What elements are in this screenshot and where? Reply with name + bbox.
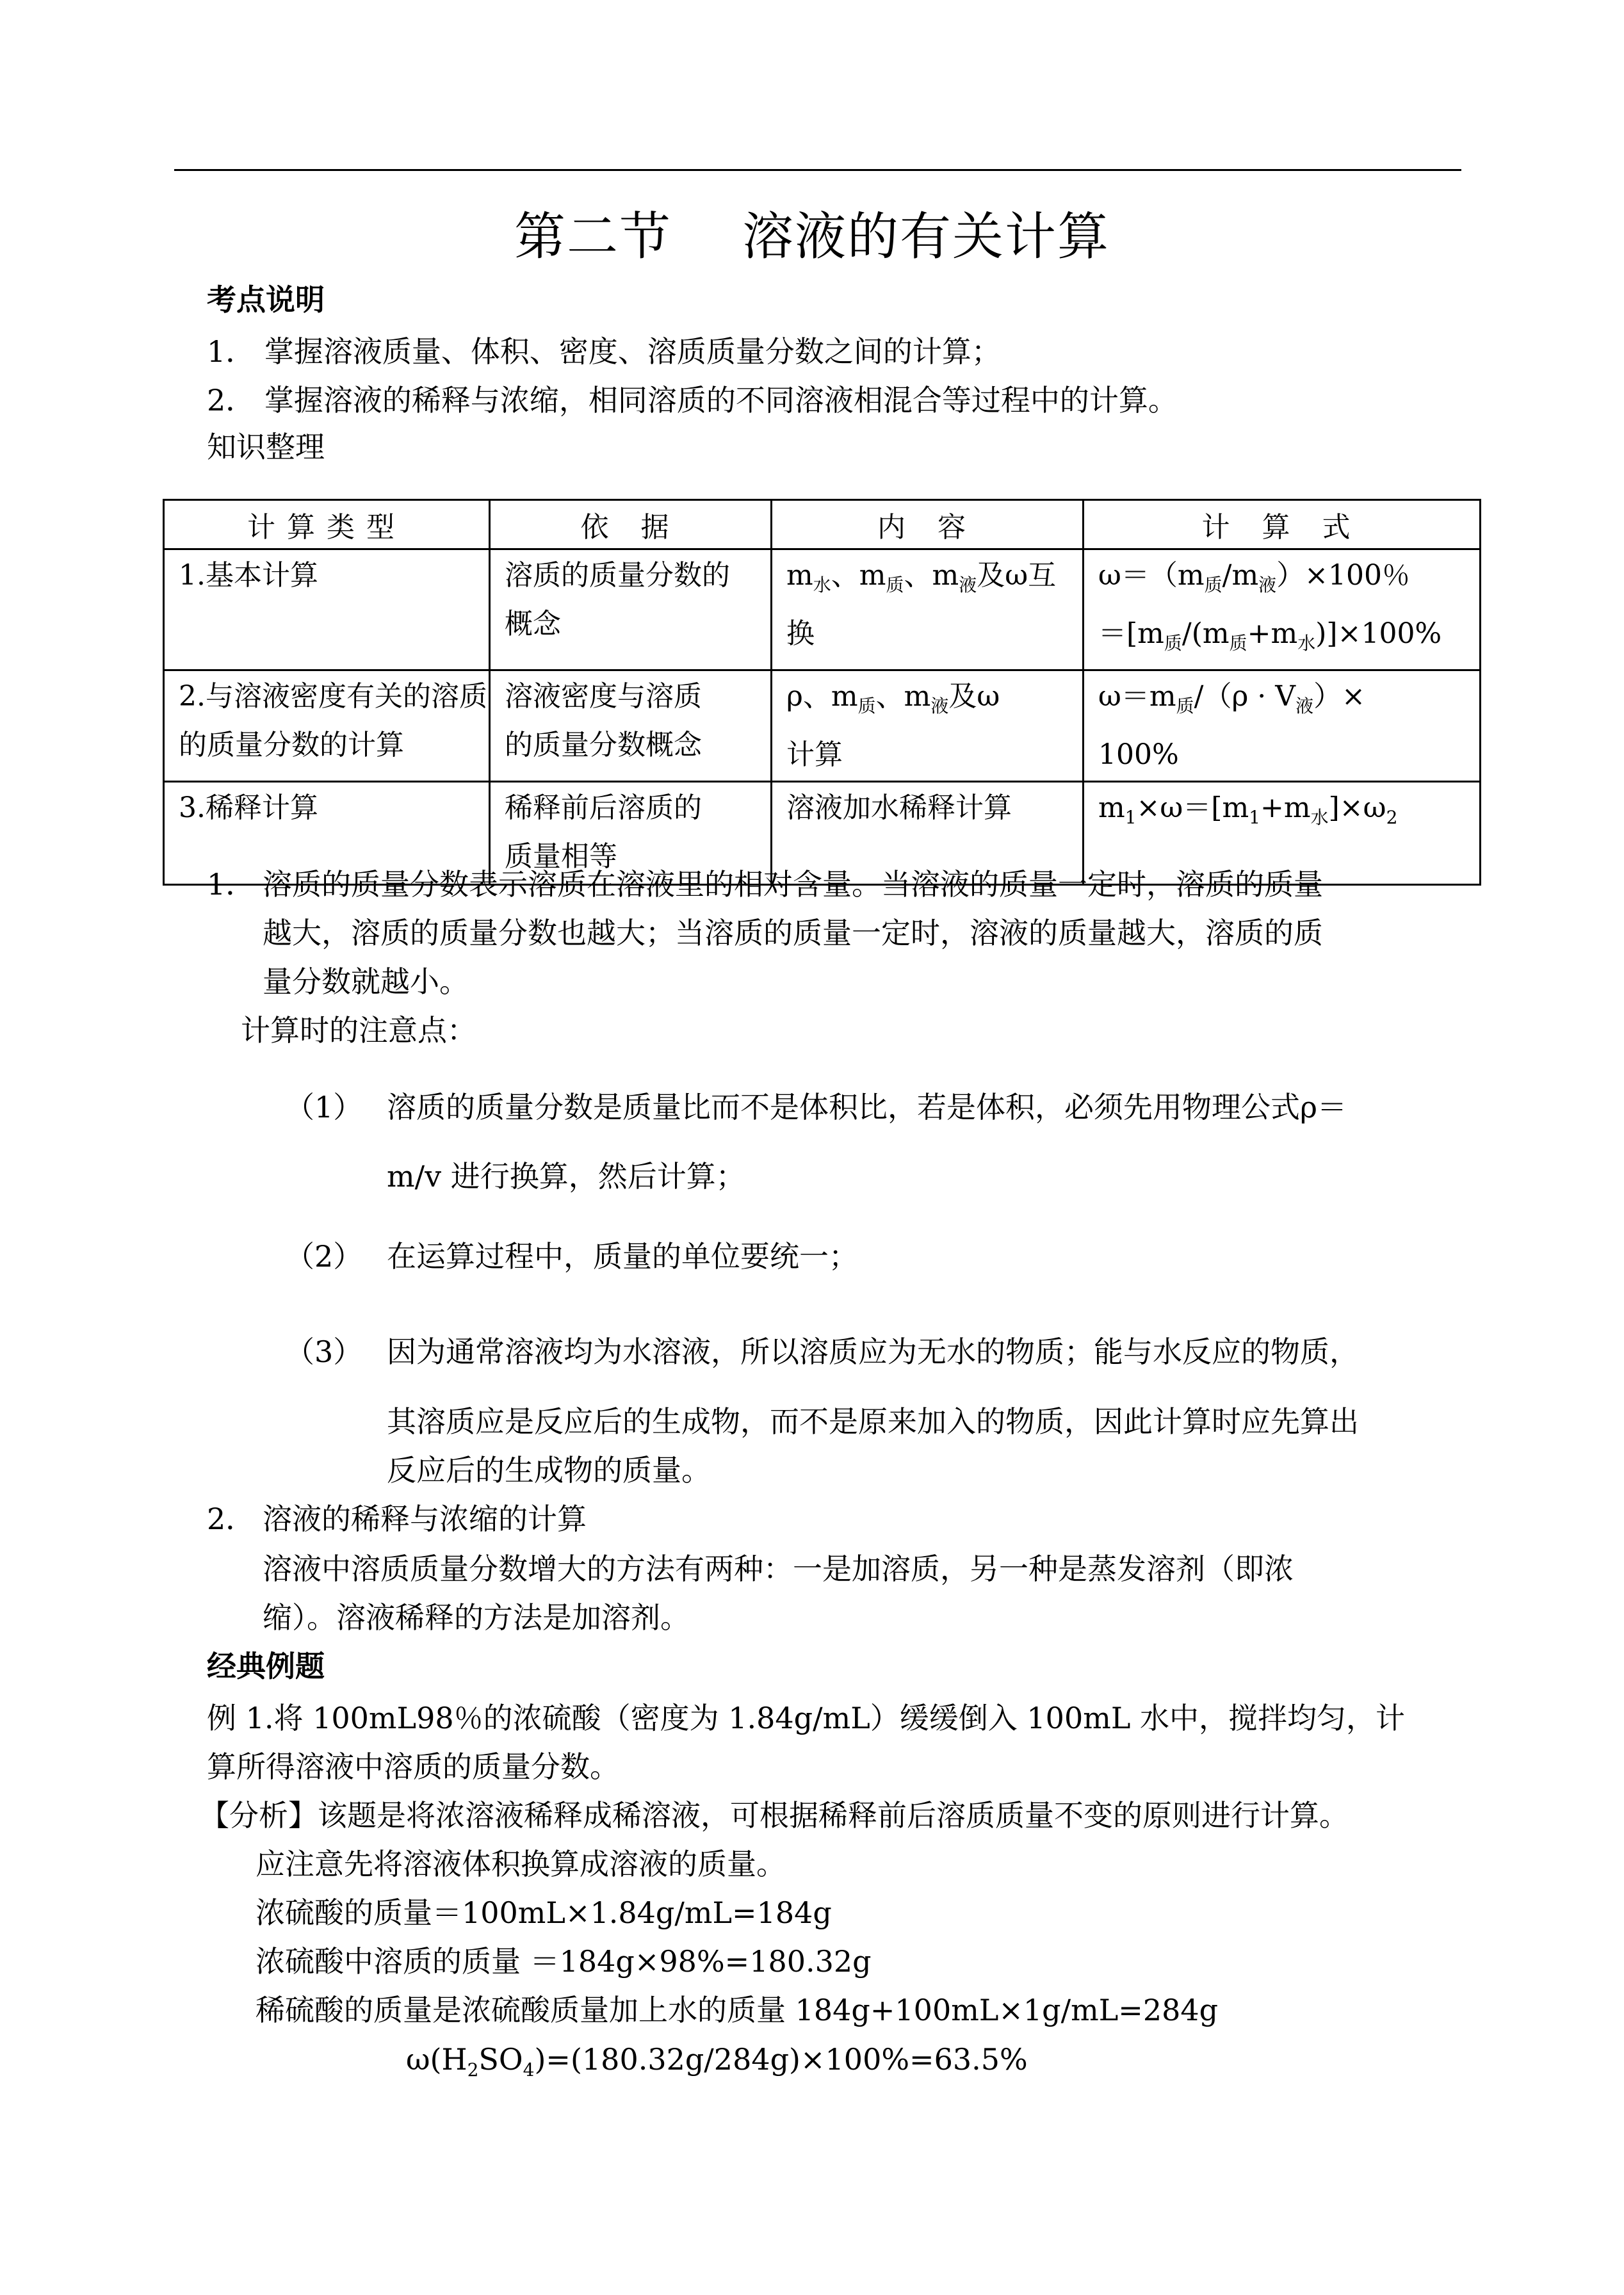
text-segment: )]×100% (1315, 617, 1442, 650)
text-segment: ω＝（m (1098, 559, 1205, 592)
cell-line (1098, 672, 1465, 731)
text-segment: 100% (1098, 738, 1179, 771)
text-segment: 、m (904, 559, 959, 592)
cell-line (1098, 610, 1465, 668)
note-num: （1） (285, 1090, 363, 1124)
note-line: 其溶质应是反应后的生成物，而不是原来加入的物质，因此计算时应先算出 (387, 1404, 1359, 1439)
text-segment: ×ω＝[m (1136, 791, 1249, 824)
cell-line (786, 731, 1068, 779)
header-rule (174, 169, 1461, 171)
subscript: 质 (1164, 633, 1182, 654)
cell-line (505, 551, 756, 600)
text-segment: 、m (831, 559, 886, 592)
table-cell (164, 549, 490, 670)
text-segment: 的质量分数概念 (505, 729, 702, 761)
text-segment: ω＝m (1098, 680, 1176, 713)
table-row (164, 670, 1481, 782)
text-segment: )=(180.32g/284g)×100%=63.5% (534, 2042, 1028, 2077)
cell-line (179, 672, 487, 721)
notes-heading: 计算时的注意点： (241, 1013, 476, 1048)
cell-line (786, 784, 1068, 832)
text-segment: 概念 (505, 608, 561, 640)
text-segment: m (786, 559, 813, 592)
text-segment: 质量相等 (505, 840, 617, 873)
text-segment: /（ρ · V (1194, 680, 1296, 713)
cell-line (179, 721, 475, 770)
knowledge-heading: 知识整理 (207, 430, 325, 464)
subscript: 1 (1249, 807, 1261, 828)
subscript: 2 (467, 2059, 479, 2080)
p2-line: 溶液的稀释与浓缩的计算 (263, 1502, 587, 1536)
note-line: 反应后的生成物的质量。 (387, 1453, 711, 1488)
subscript: 液 (930, 695, 949, 717)
text-segment: ρ、m (786, 680, 858, 713)
title-main: 溶液的有关计算 (742, 207, 1110, 266)
table-cell (1084, 670, 1481, 782)
note-line: 溶质的质量分数是质量比而不是体积比，若是体积，必须先用物理公式ρ＝ (387, 1090, 1347, 1124)
cell-line (786, 610, 1068, 658)
points-heading: 考点说明 (207, 282, 325, 317)
text-segment: 换 (786, 617, 815, 650)
point-item: 2． 掌握溶液的稀释与浓缩，相同溶质的不同溶液相混合等过程中的计算。 (207, 383, 1178, 418)
example-line: 算所得溶液中溶质的质量分数。 (207, 1749, 619, 1784)
text-segment: 溶液加水稀释计算 (786, 791, 1012, 824)
table-cell (772, 670, 1084, 782)
subscript: 质 (886, 574, 904, 596)
text-segment: ＝[m (1098, 617, 1164, 650)
subscript: 液 (1258, 574, 1277, 596)
cell-line (505, 600, 756, 649)
point-item: 1． 掌握溶液质量、体积、密度、溶质质量分数之间的计算； (207, 334, 1001, 369)
text-segment: 溶质的质量分数的 (505, 559, 730, 592)
subscript: 水 (813, 574, 831, 596)
subscript: 质 (1204, 574, 1222, 596)
text-segment: /m (1222, 559, 1259, 592)
text-segment: SO (478, 2042, 523, 2077)
text-segment: 3.稀释计算 (179, 791, 318, 824)
result-formula (406, 2040, 1028, 2089)
p1-num: 1． (207, 867, 256, 902)
page-title (0, 195, 1624, 269)
note-line: 在运算过程中，质量的单位要统一； (387, 1239, 858, 1274)
text-segment: /(m (1181, 617, 1230, 650)
text-segment: ω(H (406, 2042, 467, 2077)
text-segment: 及ω (948, 680, 1000, 713)
table-cell (164, 670, 490, 782)
cell-line (786, 551, 1068, 610)
cell-line (786, 672, 1068, 731)
cell-line (1098, 551, 1465, 610)
subscript: 质 (1176, 695, 1194, 717)
text-segment: +m (1247, 617, 1298, 650)
table-cell (772, 549, 1084, 670)
text-segment: 稀释前后溶质的 (505, 791, 702, 824)
text-segment: m (1098, 791, 1125, 824)
cell-line (505, 784, 756, 832)
note-num: （3） (285, 1334, 363, 1369)
subscript: 质 (857, 695, 876, 717)
subscript: 水 (1297, 633, 1316, 654)
example-line: 例 1.将 100mL98％的浓硫酸（密度为 1.84g/mL）缓缓倒入 100mL 水中，搅拌均匀，计 (207, 1701, 1405, 1735)
subscript: 4 (523, 2059, 535, 2080)
table-header: 内 容 (772, 500, 1084, 549)
table-header: 依 据 (490, 500, 772, 549)
subscript: 2 (1386, 807, 1398, 828)
p2-line: 溶液中溶质质量分数增大的方法有两种：一是加溶质，另一种是蒸发溶剂（即浓 (263, 1552, 1294, 1586)
p1-line: 越大，溶质的质量分数也越大；当溶质的质量一定时，溶液的质量越大，溶质的质 (263, 916, 1323, 950)
table-header: 计算类型 (164, 500, 490, 549)
cell-line (1098, 784, 1465, 842)
note-line: 因为通常溶液均为水溶液，所以溶质应为无水的物质；能与水反应的物质， (387, 1334, 1359, 1369)
analysis-line: 【分析】该题是将浓溶液稀释成稀溶液，可根据稀释前后溶质质量不变的原则进行计算。 (200, 1798, 1349, 1833)
p1-line: 量分数就越小。 (263, 964, 469, 999)
table-cell (490, 670, 772, 782)
analysis-line: 稀硫酸的质量是浓硫酸质量加上水的质量 184g+100mL×1g/mL=284g (256, 1993, 1219, 2027)
text-segment: 、m (875, 680, 931, 713)
p1-line: 溶质的质量分数表示溶质在溶液里的相对含量。当溶液的质量一定时，溶质的质量 (263, 867, 1323, 902)
note-num: （2） (285, 1239, 363, 1274)
subscript: 液 (1295, 695, 1314, 717)
text-segment: 及ω互 (977, 559, 1057, 592)
table-header: 计 算 式 (1084, 500, 1481, 549)
p2-num: 2． (207, 1502, 256, 1536)
note-line: m/v 进行换算，然后计算； (387, 1159, 745, 1194)
text-segment: 溶液密度与溶质 (505, 680, 702, 713)
cell-line (1098, 731, 1465, 779)
subscript: 液 (959, 574, 977, 596)
text-segment: +m (1260, 791, 1311, 824)
table-cell (490, 549, 772, 670)
analysis-line: 浓硫酸中溶质的质量 ＝184g×98%=180.32g (256, 1944, 872, 1979)
text-segment: ）×100％ (1276, 559, 1411, 592)
subscript: 1 (1125, 807, 1137, 828)
table-header-row (164, 500, 1481, 549)
table-cell (1084, 549, 1481, 670)
cell-line (179, 551, 475, 600)
text-segment: 计算 (786, 738, 843, 771)
text-segment: 1.基本计算 (179, 559, 318, 592)
cell-line (179, 784, 475, 832)
text-segment: 的质量分数的计算 (179, 729, 404, 761)
text-segment: ）× (1313, 680, 1365, 713)
calc-table (163, 499, 1481, 886)
title-section: 第二节 (514, 207, 672, 266)
p2-line: 缩）。溶液稀释的方法是加溶剂。 (263, 1600, 690, 1635)
cell-line (505, 721, 756, 770)
analysis-line: 浓硫酸的质量＝100mL×1.84g/mL=184g (256, 1895, 832, 1930)
text-segment: 2.与溶液密度有关的溶质 (179, 680, 487, 713)
subscript: 质 (1229, 633, 1247, 654)
table-row (164, 549, 1481, 670)
subscript: 水 (1310, 807, 1329, 828)
examples-heading: 经典例题 (207, 1649, 325, 1683)
text-segment: ]×ω (1328, 791, 1386, 824)
cell-line (505, 672, 756, 721)
analysis-line: 应注意先将溶液体积换算成溶液的质量。 (256, 1847, 786, 1881)
